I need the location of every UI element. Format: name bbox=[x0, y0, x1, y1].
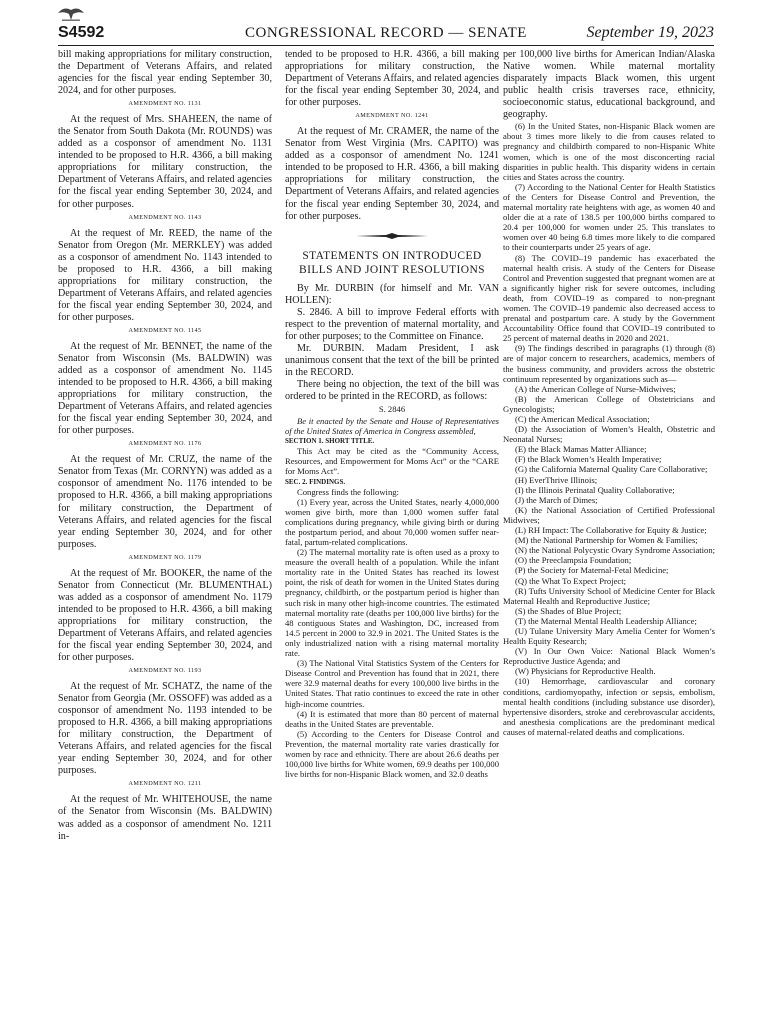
bill-text-item: (8) The COVID–19 pandemic has exacerbated the maternal health crisis. A study of the Centers for Disease Control and Prevention suggested that pregnant women are at a significantly higher risk for severe outcomes, including death, from COVID–19 as compared to non-pregnant women. The COVID–19 pandemic also decreased access to prenatal and postpartum care. A study by the Government Accountability Office found that COVID–19 contributed to 25 percent of maternal deaths in 2020 and 2021. bbox=[503, 252, 715, 344]
continued-text: tended to be proposed to H.R. 4366, a bill making appropriations for military construction, the Department of Veterans Affairs, and related agencies for the fiscal year ending September 30, 2024, and for other purposes. bbox=[285, 49, 499, 109]
bill-text-item: (7) According to the National Center for Health Statistics of the Centers for Disease Control and Prevention, the maternal mortality rate heightens with age, as women 40 and older die at a rate of 138.5 per 100,000 births compared to 20.4 per 100,000 for women under 25. This translates to women over 40 being 6.8 times more likely to die compared to their counterparts under 25 years of age. bbox=[503, 181, 715, 253]
amendment-label: AMENDMENT NO. 1193 bbox=[128, 667, 202, 675]
amendment-label: AMENDMENT NO. 1145 bbox=[128, 326, 202, 334]
bill-text: (1) Every year, across the United States, nearly 4,000,000 women give birth, more than 1,000 women suffer fatal complications during pregnancy, while giving birth or during the postpartum period, and about 70,000 women suffer near-fatal, partum-related complications. bbox=[285, 496, 499, 548]
bill-text: Congress finds the following: bbox=[297, 486, 399, 497]
bill-text-item: (A) the American College of Nurse-Midwives; bbox=[515, 383, 676, 394]
paragraph: At the request of Mr. BENNET, the name of the Senator from Wisconsin (Ms. BALDWIN) was added as a cosponsor of amendment No. 1145 intended to be proposed to H.R. 4366, a bill making appropriations for military construction, the Department of Veterans Affairs, and related agencies for the fiscal year ending September 30, 2024, and for other purposes. bbox=[58, 340, 272, 437]
bill-text-item: (C) the American Medical Association; bbox=[515, 414, 650, 424]
bill-text-item: (V) In Our Own Voice: National Black Women’s Reproductive Justice Agenda; and bbox=[503, 646, 715, 667]
bill-text-item: (R) Tufts University School of Medicine Center for Black Maternal Health and Reproductive Justice; bbox=[503, 585, 715, 606]
paragraph: By Mr. DURBIN (for himself and Mr. VAN HOLLEN): bbox=[285, 282, 499, 306]
bill-text-item: (O) the Preeclampsia Foundation; bbox=[515, 555, 632, 566]
bill-text-item: (J) the March of Dimes; bbox=[515, 494, 598, 505]
bill-text-item: (D) the Association of Women’s Health, Obstetric and Neonatal Nurses; bbox=[503, 424, 715, 445]
paragraph: At the request of Mrs. SHAHEEN, the name of the Senator from South Dakota (Mr. ROUNDS) was added as a cosponsor of amendment No. 1131 intended to be proposed to H.R. 4366, a bill making appropriations for military construction, the Department of Veterans Affairs, and related agencies for the fiscal year ending September 30, 2024, and for other purposes. bbox=[58, 114, 272, 210]
bill-text-item: (10) Hemorrhage, cardiovascular and coronary conditions, cardiomyopathy, infection or sepsis, embolism, mental health conditions (including substance use disorder), hypertensive disorders, stroke and cerebrovascular accidents, and anesthesia complications are the predominant medical causes of maternal-related deaths and complications. bbox=[503, 676, 715, 737]
bill-text-item: (U) Tulane University Mary Amelia Center for Women’s Health Equity Research; bbox=[503, 625, 715, 647]
amendment-label: AMENDMENT NO. 1179 bbox=[128, 553, 202, 561]
bill-text-item: (L) RH Impact: The Collaborative for Equity & Justice; bbox=[515, 525, 707, 536]
paragraph: There being no objection, the text of the bill was ordered to be printed in the RECORD, as follows: bbox=[285, 378, 499, 403]
bill-text-item: (G) the California Maternal Quality Care Collaborative; bbox=[515, 464, 708, 475]
paragraph: At the request of Mr. CRAMER, the name of the Senator from West Virginia (Mrs. CAPITO) was added as a cosponsor of amendment No. 1241 intended to be proposed to H.R. 4366, a bill making appropriations for military construction, the Department of Veterans Affairs, and related agencies for the fiscal year ending September 30, 2024, and for other purposes. bbox=[285, 126, 499, 222]
bill-text: (3) The National Vital Statistics System of the Centers for Disease Control and Prevention has found that in 2021, there were 32.9 maternal deaths for every 100,000 live births in the United States. That ratio continues to exceed the rate in other high-income countries. bbox=[285, 658, 499, 709]
bill-text-item: (F) the Black Women’s Health Imperative; bbox=[515, 454, 662, 465]
continued-text: per 100,000 live births for American Indian/Alaska Native women. While maternal mortality disparately impacts Black women, this urgent public health crisis traverses race, ethnicity, socioeconomic status, educational background, and geography. bbox=[503, 49, 715, 121]
column-right bbox=[503, 49, 715, 1017]
bill-text-item: (N) the National Polycystic Ovary Syndrome Association; bbox=[515, 545, 715, 556]
bill-text-item: (E) the Black Mamas Matter Alliance; bbox=[515, 444, 647, 455]
column-left bbox=[58, 49, 272, 1017]
bill-text-item: (B) the American College of Obstetricians and Gynecologists; bbox=[503, 393, 715, 414]
bill-text: (5) According to the Centers for Disease Control and Prevention, the maternal mortality rate varies drastically for women by race and ethnicity. There are about 26.6 deaths per 100,000 live births for White women, 69.9 deaths per 100,000 live births for non-Hispanic Black women, and 32.0 deaths bbox=[285, 728, 499, 780]
paragraph: At the request of Mr. BOOKER, the name of the Senator from Connecticut (Mr. BLUMENTHAL) was added as a cosponsor of amendment No. 1179 intended to be proposed to H.R. 4366, a bill making appropriations for military construction, the Department of Veterans Affairs, and related agencies for the fiscal year ending September 30, 2024, and for other purposes. bbox=[58, 567, 272, 664]
bill-text-item: (Q) the What To Expect Project; bbox=[515, 575, 627, 586]
bill-number: S. 2846 bbox=[378, 404, 406, 415]
header-rule bbox=[58, 45, 714, 46]
publication-title: CONGRESSIONAL RECORD — SENATE bbox=[245, 25, 527, 41]
column-middle bbox=[285, 49, 499, 1017]
section-divider-ornament-icon bbox=[356, 233, 428, 239]
bill-text-item: (I) the Illinois Perinatal Quality Collaborative; bbox=[515, 484, 675, 495]
bill-text-item: (H) EverThrive Illinois; bbox=[515, 474, 598, 485]
continued-text: bill making appropriations for military construction, the Department of Veterans Affairs, and related agencies for the fiscal year ending September 30, 2024, and for other purposes. bbox=[58, 49, 272, 97]
paragraph: At the request of Mr. WHITEHOUSE, the name of the Senator from Wisconsin (Ms. BALDWIN) was added as a cosponsor of amendment No. 1211 in- bbox=[58, 794, 272, 842]
bill-text-item: (9) The findings described in paragraphs (1) through (8) are of major concern to researchers, academics, members of the business community, and providers across the obstetric continuum represented by organizations such as— bbox=[503, 343, 715, 384]
paragraph: At the request of Mr. SCHATZ, the name of the Senator from Georgia (Mr. OSSOFF) was added as a cosponsor of amendment No. 1193 intended to be proposed to H.R. 4366, a bill making appropriations for military construction, the Department of Veterans Affairs, and related agencies for the fiscal year ending September 30, 2024, and for other purposes. bbox=[58, 681, 272, 777]
gpo-eagle-logo-icon bbox=[56, 4, 86, 22]
bill-text-item: (W) Physicians for Reproductive Health. bbox=[515, 666, 656, 677]
amendment-label: AMENDMENT NO. 1241 bbox=[355, 112, 429, 120]
bill-text-item: (T) the Maternal Mental Health Leadership Alliance; bbox=[515, 615, 697, 626]
page-number: S4592 bbox=[58, 24, 105, 41]
bill-text-item: (S) the Shades of Blue Project; bbox=[515, 605, 622, 616]
issue-date: September 19, 2023 bbox=[586, 24, 714, 41]
bill-text: (2) The maternal mortality rate is often used as a proxy to measure the overall health of a population. While the infant mortality rate in the United States has reached its lowest point, the risk of death for women in the United States during pregnancy, childbirth, or the postpartum period is higher than such risk in many other high-income countries. The estimated maternal mortality rate (deaths per 100,000 live births) for the 48 contiguous States and Washington, DC, increased from 14.5 percent in 2000 to 32.9 in 2021. The United States is the only industrialized nation with a rising maternal mortality rate. bbox=[285, 547, 499, 659]
paragraph: At the request of Mr. REED, the name of the Senator from Oregon (Mr. MERKLEY) was added as a cosponsor of amendment No. 1143 intended to be proposed to H.R. 4366, a bill making appropriations for military construction, the Department of Veterans Affairs, and related agencies for the fiscal year ending September 30, 2024, and for other purposes. bbox=[58, 227, 272, 323]
bill-text-item: (M) the National Partnership for Women & Families; bbox=[515, 535, 698, 546]
section-heading: STATEMENTS ON INTRODUCED BILLS AND JOINT RESOLUTIONS bbox=[299, 249, 485, 276]
bill-text-item: (K) the National Association of Certified Professional Midwives; bbox=[503, 504, 715, 525]
page-header bbox=[58, 24, 714, 46]
section-title: SEC. 2. FINDINGS. bbox=[285, 477, 346, 486]
amendment-label: AMENDMENT NO. 1131 bbox=[128, 100, 202, 108]
bill-text: This Act may be cited as the “Community Access, Resources, and Empowerment for Moms Act” or the “CARE for Moms Act”. bbox=[285, 446, 499, 477]
section-title: SECTION 1. SHORT TITLE. bbox=[285, 437, 375, 446]
paragraph: S. 2846. A bill to improve Federal efforts with respect to the prevention of maternal mortality, and for other purposes; to the Committee on Finance. bbox=[285, 306, 499, 342]
bill-text-item: (6) In the United States, non-Hispanic Black women are about 3 times more likely to die from causes related to pregnancy and childbirth compared to non-Hispanic White women, which is one of the most disconcerting racial disparities in public health. This disparity widens in certain cities and States across the country. bbox=[503, 121, 715, 182]
paragraph: At the request of Mr. CRUZ, the name of the Senator from Texas (Mr. CORNYN) was added as a cosponsor of amendment No. 1176 intended to be proposed to H.R. 4366, a bill making appropriations for military construction, the Department of Veterans Affairs, and related agencies for the fiscal year ending September 30, 2024, and for other purposes. bbox=[58, 454, 272, 550]
paragraph: Mr. DURBIN. Madam President, I ask unanimous consent that the text of the bill be printed in the RECORD. bbox=[285, 342, 499, 378]
amendment-label: AMENDMENT NO. 1176 bbox=[128, 440, 202, 448]
enacting-clause: Be it enacted by the Senate and House of Representatives of the United States of America in Congress assembled, bbox=[285, 416, 499, 437]
bill-text-item: (P) the Society for Maternal-Fetal Medicine; bbox=[515, 565, 669, 576]
bill-text: (4) It is estimated that more than 80 percent of maternal deaths in the United States are preventable. bbox=[285, 708, 499, 729]
amendment-label: AMENDMENT NO. 1211 bbox=[128, 780, 202, 788]
amendment-label: AMENDMENT NO. 1143 bbox=[128, 213, 202, 221]
